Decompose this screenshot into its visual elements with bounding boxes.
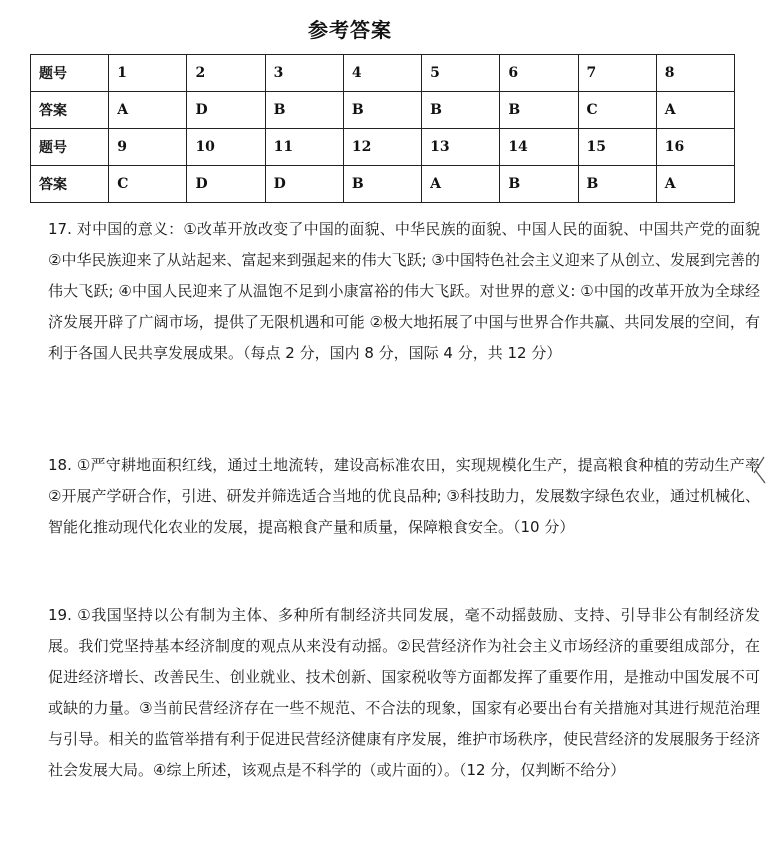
answer-cell: B: [422, 92, 500, 129]
answer-cell: B: [343, 92, 421, 129]
question-number-cell: 11: [265, 129, 343, 166]
question-number-header: 题号: [31, 129, 109, 166]
answer-cell: D: [187, 92, 265, 129]
table-row: [31, 129, 735, 166]
question-number-cell: 10: [187, 129, 265, 166]
question-number-cell: 13: [422, 129, 500, 166]
answer-cell: D: [265, 166, 343, 203]
answer-cell: B: [578, 166, 656, 203]
answer-cell: B: [343, 166, 421, 203]
table-row: [31, 55, 735, 92]
question-number-cell: 9: [109, 129, 187, 166]
question-number-cell: 14: [500, 129, 578, 166]
question-number-cell: 1: [109, 55, 187, 92]
question-number-cell: 7: [578, 55, 656, 92]
question-number-cell: 3: [265, 55, 343, 92]
question-number-cell: 6: [500, 55, 578, 92]
answer-cell: D: [187, 166, 265, 203]
answer-cell: A: [109, 92, 187, 129]
question-number-cell: 8: [656, 55, 734, 92]
answer-cell: A: [656, 166, 734, 203]
question-number-cell: 2: [187, 55, 265, 92]
table-row: [31, 92, 735, 129]
question-number-cell: 16: [656, 129, 734, 166]
question-number-header: 题号: [31, 55, 109, 92]
answer-cell: A: [656, 92, 734, 129]
question-number-cell: 4: [343, 55, 421, 92]
answer-17: 17. 对中国的意义：①改革开放改变了中国的面貌、中华民族的面貌、中国人民的面貌、中国共产党的面貌 ②中华民族迎来了从站起来、富起来到强起来的伟大飞跃; ③中国特色社会主义迎来了从创立、发展到完善的伟大飞跃; ④中国人民迎来了从温饱不足到小康富裕的伟大飞跃。对世界的意义: ①中国的改革开放为全球经济发展开辟了广阔市场，提供了无限机遇和可能 ②极大地拓展了中国与世界合作共赢、共同发展的空间，有利于各国人民共享发展成果。（每点 2 分，国内 8 分，国际 4 分，共 12 分）: [48, 220, 760, 362]
answer-key-table: [30, 54, 735, 203]
answer-cell: B: [500, 166, 578, 203]
answer-cell: C: [109, 166, 187, 203]
answer-18: 18. ①严守耕地面积红线，通过土地流转，建设高标准农田，实现规模化生产，提高粮食种植的劳动生产率 ②开展产学研合作，引进、研发并筛选适合当地的优良品种; ③科技助力，发展数字绿色农业，通过机械化、智能化推动现代化农业的发展，提高粮食产量和质量，保障粮食安全。（10 分）: [48, 456, 760, 536]
answer-cell: B: [265, 92, 343, 129]
question-number-cell: 5: [422, 55, 500, 92]
pen-mark: [752, 455, 766, 485]
question-number-cell: 12: [343, 129, 421, 166]
question-number-cell: 15: [578, 129, 656, 166]
answer-cell: B: [500, 92, 578, 129]
answer-19: 19. ①我国坚持以公有制为主体、多种所有制经济共同发展，毫不动摇鼓励、支持、引导非公有制经济发展。我们党坚持基本经济制度的观点从来没有动摇。②民营经济作为社会主义市场经济的重要组成部分，在促进经济增长、改善民生、创业就业、技术创新、国家税收等方面都发挥了重要作用，是推动中国发展不可或缺的力量。③当前民营经济存在一些不规范、不合法的现象，国家有必要出台有关措施对其进行规范治理与引导。相关的监管举措有利于促进民营经济健康有序发展，维护市场秩序，使民营经济的发展服务于经济社会发展大局。④综上所述，该观点是不科学的（或片面的）。（12 分，仅判断不给分）: [48, 606, 760, 779]
answer-header: 答案: [31, 92, 109, 129]
answer-header: 答案: [31, 166, 109, 203]
answer-cell: A: [422, 166, 500, 203]
page-title: 参考答案: [308, 18, 392, 42]
answer-cell: C: [578, 92, 656, 129]
table-row: [31, 166, 735, 203]
